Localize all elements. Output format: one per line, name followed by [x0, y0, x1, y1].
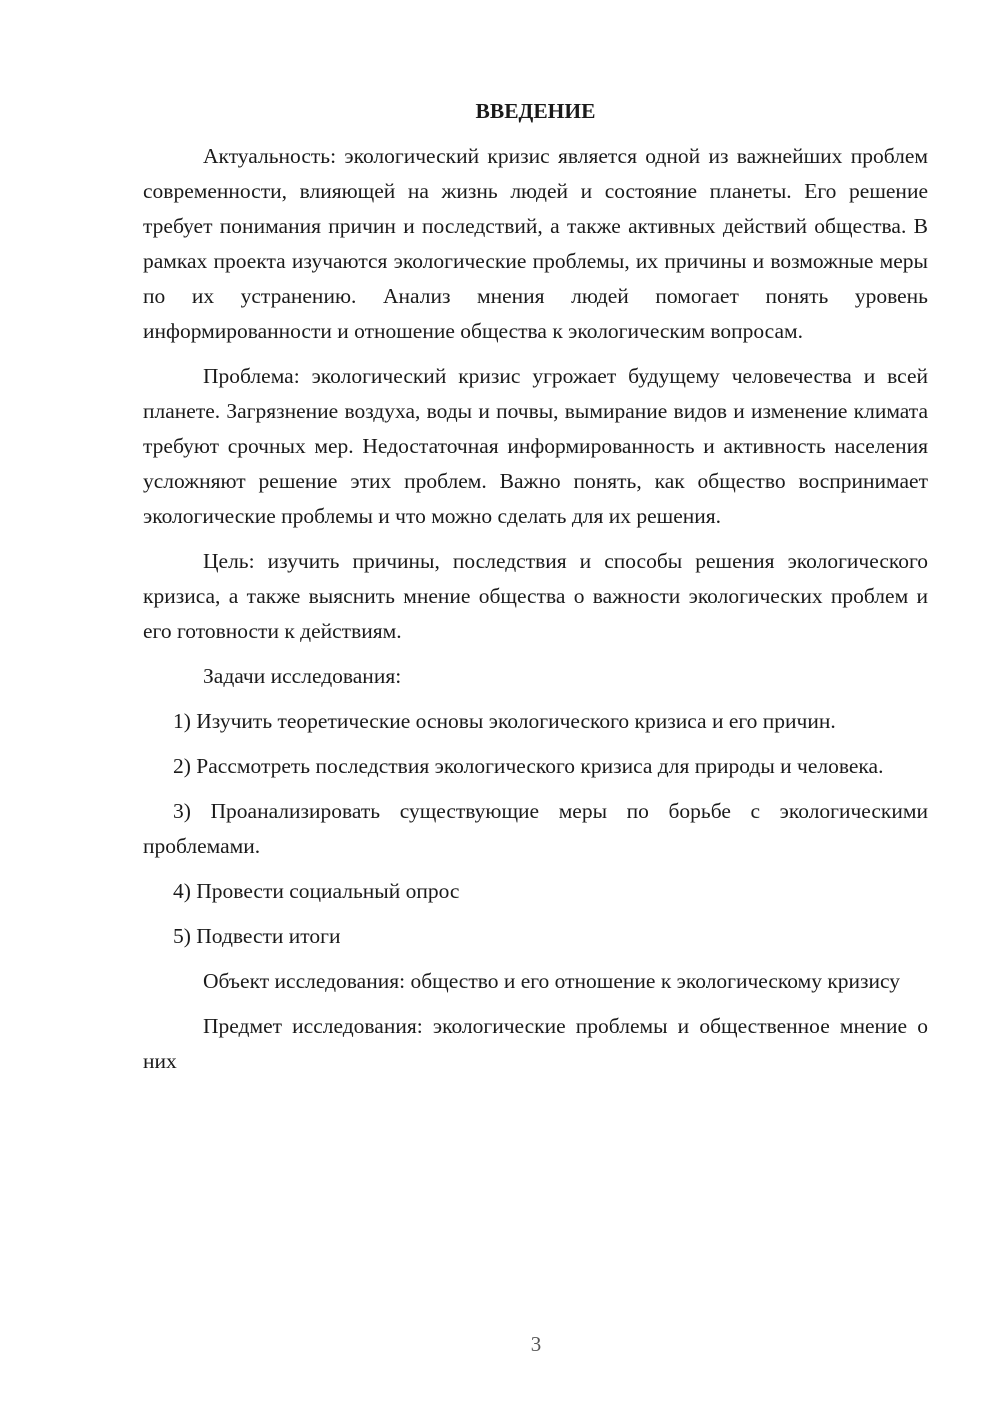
task-item-4: 4) Провести социальный опрос [173, 879, 460, 903]
page-title: ВВЕДЕНИЕ [475, 99, 596, 123]
page-number: 3 [530, 1332, 542, 1356]
paragraph-goal: Цель: изучить причины, последствия и способы решения экологического кризиса, а также выяснить мнение общества о важности экологических проблем и его готовности к действиям. [143, 549, 928, 643]
tasks-list [143, 704, 928, 954]
task-item-5: 5) Подвести итоги [173, 924, 341, 948]
task-item-1: 1) Изучить теоретические основы экологического кризиса и его причин. [173, 709, 836, 733]
task-item-2: 2) Рассмотреть последствия экологического кризиса для природы и человека. [173, 754, 884, 778]
paragraph-object: Объект исследования: общество и его отношение к экологическому кризису [203, 969, 901, 993]
tasks-heading: Задачи исследования: [203, 664, 402, 688]
paragraph-subject: Предмет исследования: экологические проблемы и общественное мнение о них [143, 1014, 928, 1073]
paragraph-problem: Проблема: экологический кризис угрожает будущему человечества и всей планете. Загрязнение воздуха, воды и почвы, вымирание видов и изменение климата требуют срочных мер. Недостаточная информированность и активность населения усложняют решение этих проблем. Важно понять, как общество воспринимает экологические проблемы и что можно сделать для их решения. [143, 364, 928, 528]
document-page [143, 94, 928, 1089]
paragraph-relevance: Актуальность: экологический кризис является одной из важнейших проблем современности, влияющей на жизнь людей и состояние планеты. Его решение требует понимания причин и последствий, а также активных действий общества. В рамках проекта изучаются экологические проблемы, их причины и возможные меры по их устранению. Анализ мнения людей помогает понять уровень информированности и отношение общества к экологическим вопросам. [143, 144, 928, 343]
task-item-3: 3) Проанализировать существующие меры по борьбе с экологическими проблемами. [143, 799, 928, 858]
